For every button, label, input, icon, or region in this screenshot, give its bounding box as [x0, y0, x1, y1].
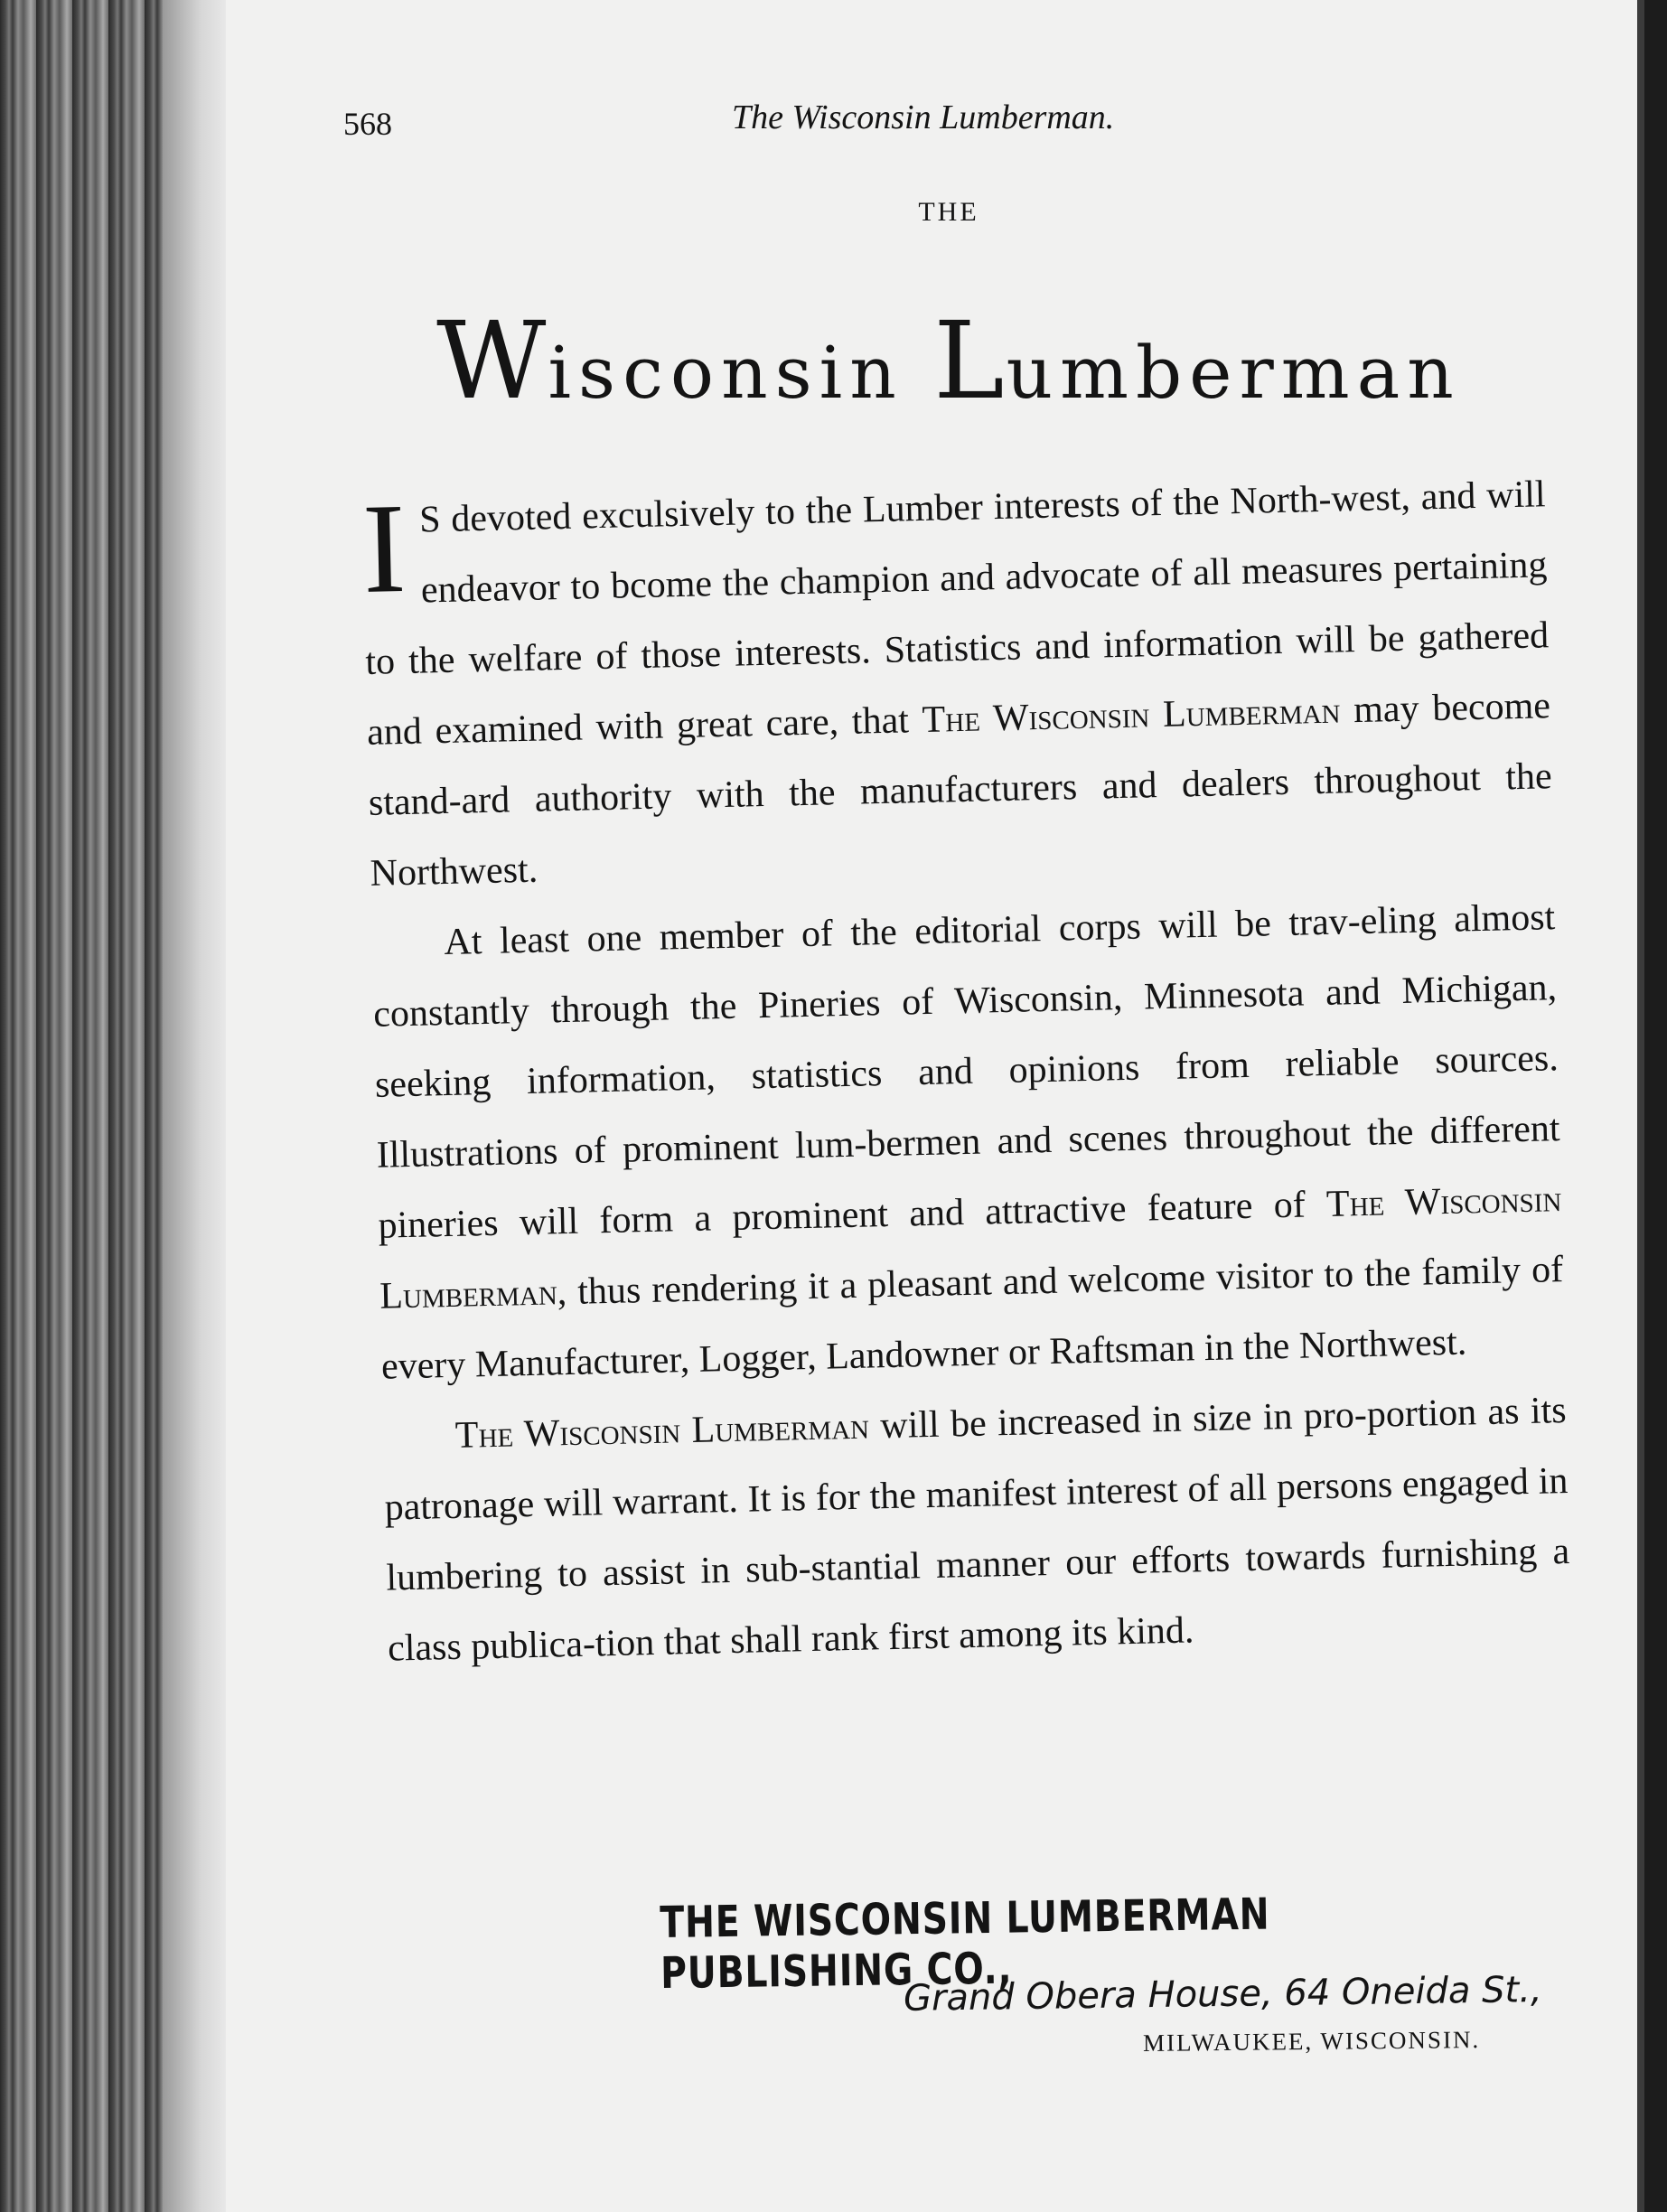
publisher-city: MILWAUKEE, WISCONSIN. [1142, 2026, 1481, 2057]
paragraph-2-text-a: At least one member of the editorial corps will be trav-eling almost constantly through the Pineries of Wisconsin, Minnesota and Michigan, seeking information, statistics and opinions from reliable sources. Illustrations of prominent lum-bermen and scenes throughout the different pineries will form a prominent and attractive feature of [372, 896, 1560, 1247]
publisher-address: Grand Obera House, 64 Oneida St., [903, 1969, 1542, 2020]
paragraph-1 [361, 459, 1554, 909]
paragraph-1-text-a: S devoted exculsively to the Lumber interests of the North-west, and will endeavor to bcome the champion and advocate of all measures pertaining to the welfare of those interests. Statistics and information will be gathered and examined with great care, that [364, 473, 1550, 754]
title-initial-l: L [933, 298, 1007, 423]
publication-name: The Wisconsin Lumberman, [379, 1178, 1562, 1317]
paragraph-2 [371, 882, 1566, 1402]
title-word-1-rest: isconsin [548, 331, 934, 415]
page-header [343, 98, 1518, 152]
title-initial-w: W [436, 298, 548, 423]
title-prefix: THE [918, 197, 979, 227]
publication-name: The Wisconsin Lumberman [922, 689, 1341, 741]
title-word-2-rest: umberman [1006, 331, 1461, 415]
paragraph-3-text: will be increased in size in pro-portion as its patronage will warrant. It is for the manifest interest of all persons engaged in lumbering to assist in sub-stantial manner our efforts towards furnishing a class publica-tion that shall rank first among its kind. [384, 1390, 1570, 1670]
paragraph-3 [382, 1375, 1572, 1684]
publication-name: The Wisconsin Lumberman [454, 1405, 870, 1457]
article-body [361, 459, 1572, 1683]
running-head: The Wisconsin Lumberman. [732, 98, 1115, 136]
drop-cap: I [361, 475, 407, 620]
paragraph-1-text-b: may become stand-ard authority with the manufacturers and dealers throughout the Northwest. [368, 685, 1553, 895]
main-title [0, 298, 1667, 423]
page-number: 568 [343, 106, 392, 142]
publisher-name: THE WISCONSIN LUMBERMAN PUBLISHING CO., [660, 1889, 1270, 1999]
paragraph-2-text-b: thus rendering it a pleasant and welcome visitor to the family of every Manufacturer, Logger, Landowner or Raftsman in the Northwest. [380, 1249, 1564, 1388]
